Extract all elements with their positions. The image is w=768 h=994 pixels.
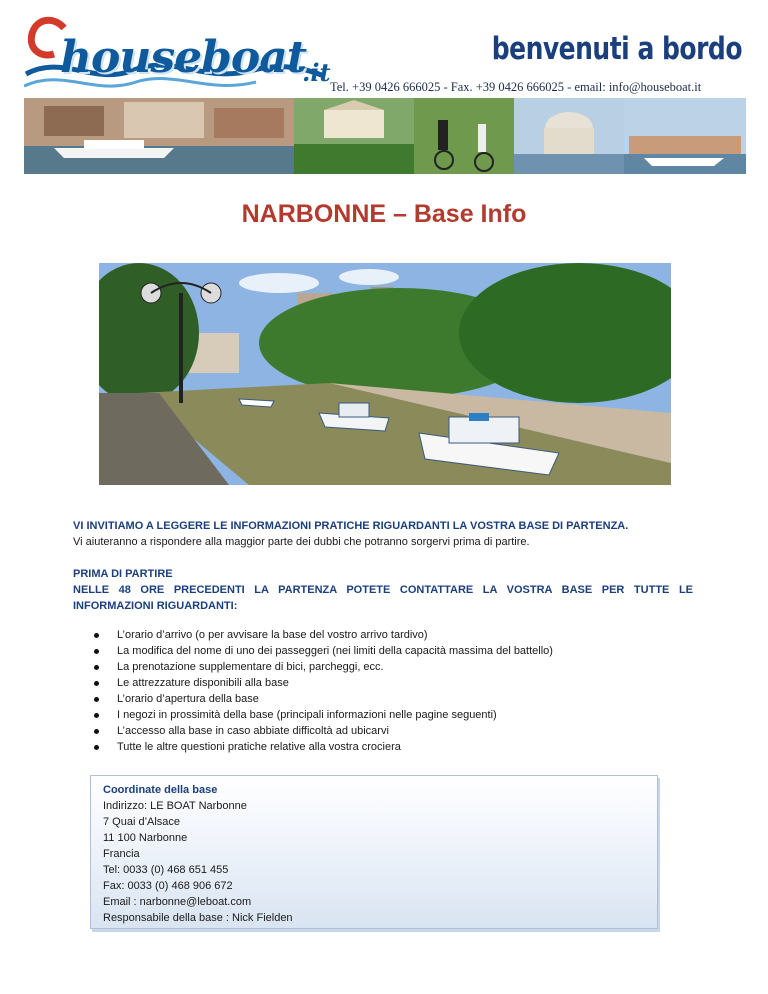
narbonne-canal-photo bbox=[99, 263, 671, 485]
list-item: I negozi in prossimità della base (principali informazioni nelle pagine seguenti) bbox=[93, 707, 693, 723]
bullet-icon bbox=[94, 745, 99, 750]
bullet-icon bbox=[94, 649, 99, 654]
bullet-icon bbox=[94, 713, 99, 718]
coords-country: Francia bbox=[103, 848, 140, 860]
header-photo-collage bbox=[24, 98, 746, 174]
bullet-icon bbox=[94, 681, 99, 686]
bullet-icon bbox=[94, 633, 99, 638]
list-item: L’orario d’apertura della base bbox=[93, 691, 693, 707]
intro-text: Vi aiuteranno a rispondere alla maggior parte dei dubbi che potranno sorgervi prima di partire. bbox=[73, 536, 530, 548]
header-banner bbox=[24, 14, 746, 174]
houseboat-logo[interactable] bbox=[24, 14, 334, 96]
coords-email[interactable]: Email : narbonne@leboat.com bbox=[103, 896, 252, 908]
list-item: Le attrezzature disponibili alla base bbox=[93, 675, 693, 691]
page-title: NARBONNE – Base Info bbox=[241, 200, 527, 228]
before-departure-section bbox=[73, 566, 693, 614]
coords-street: 7 Quai d’Alsace bbox=[103, 816, 181, 828]
coords-fax: Fax: 0033 (0) 468 906 672 bbox=[103, 880, 233, 892]
before-text-line1: NELLE 48 ORE PRECEDENTI LA PARTENZA POTETE CONTATTARE LA VOSTRA BASE PER TUTTE LE bbox=[73, 584, 693, 596]
list-item: La prenotazione supplementare di bici, parcheggi, ecc. bbox=[93, 659, 693, 675]
welcome-heading: benvenuti a bordo bbox=[491, 30, 742, 67]
coords-city: 11 100 Narbonne bbox=[103, 832, 188, 844]
coords-heading: Coordinate della base bbox=[103, 784, 218, 796]
before-heading: PRIMA DI PARTIRE bbox=[73, 568, 173, 580]
coords-manager: Responsabile della base : Nick Fielden bbox=[103, 912, 293, 924]
intro-section bbox=[73, 518, 693, 550]
contact-line: Tel. +39 0426 666025 - Fax. +39 0426 666025 - email: info@houseboat.it bbox=[330, 80, 702, 94]
list-item: La modifica del nome di uno dei passeggeri (nei limiti della capacità massima del battello) bbox=[93, 643, 693, 659]
coords-phone: Tel: 0033 (0) 468 651 455 bbox=[103, 864, 229, 876]
bullet-icon bbox=[94, 729, 99, 734]
bullet-icon bbox=[94, 665, 99, 670]
intro-heading: VI INVITIAMO A LEGGERE LE INFORMAZIONI PRATICHE RIGUARDANTI LA VOSTRA BASE DI PARTENZA. bbox=[73, 520, 629, 532]
logo-suffix: .it bbox=[302, 58, 331, 87]
coords-address-name: Indirizzo: LE BOAT Narbonne bbox=[103, 800, 247, 812]
info-bullet-list bbox=[93, 627, 693, 755]
bullet-icon bbox=[94, 697, 99, 702]
before-text-line2: INFORMAZIONI RIGUARDANTI: bbox=[73, 600, 238, 612]
list-item: L’orario d’arrivo (o per avvisare la base del vostro arrivo tardivo) bbox=[93, 627, 693, 643]
logo-text: houseboat bbox=[60, 32, 307, 83]
base-coordinates-box bbox=[90, 775, 658, 929]
list-item: Tutte le altre questioni pratiche relative alla vostra crociera bbox=[93, 739, 693, 755]
list-item: L’accesso alla base in caso abbiate difficoltà ad ubicarvi bbox=[93, 723, 693, 739]
